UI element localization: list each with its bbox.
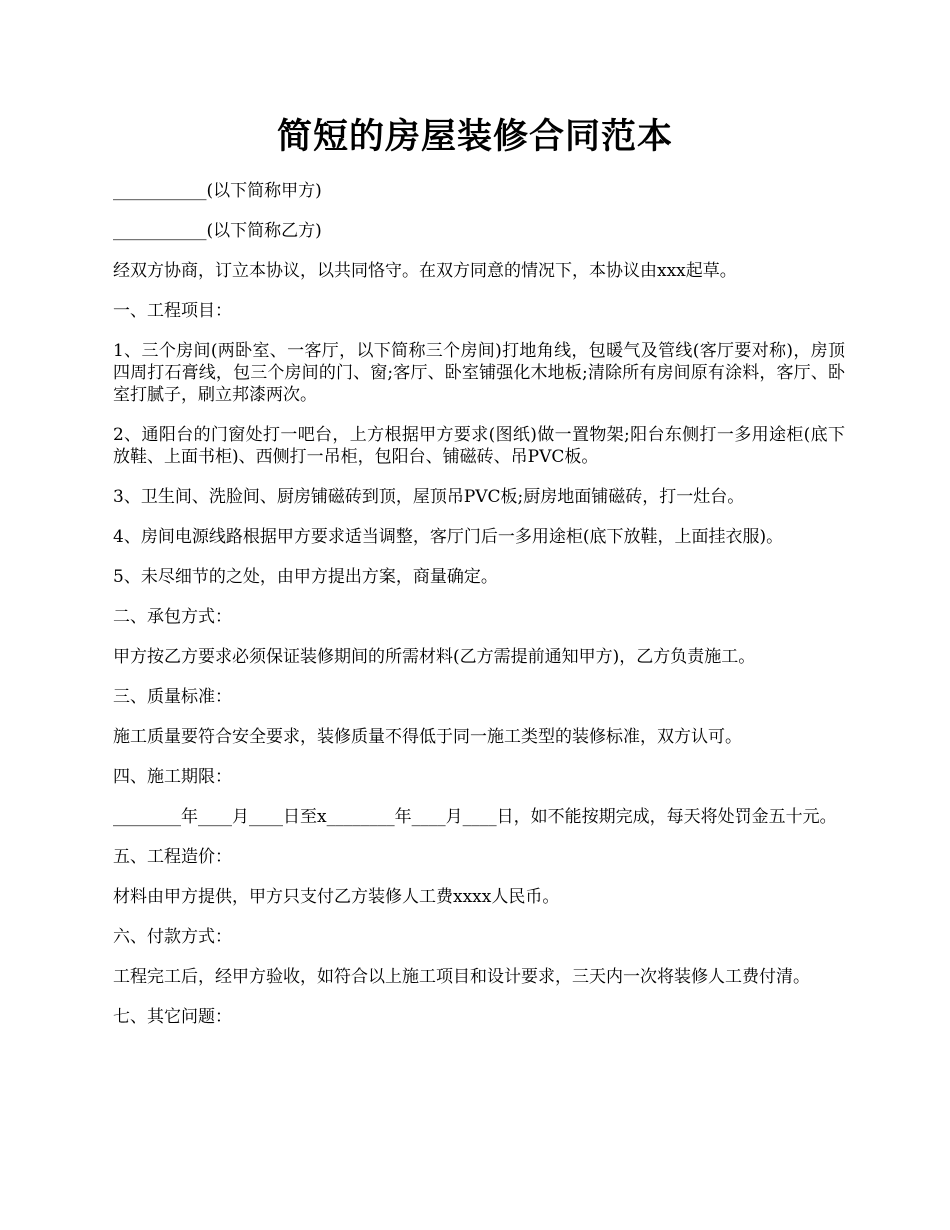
project-item-1: 1、三个房间(两卧室、一客厅，以下简称三个房间)打地角线，包暖气及管线(客厅要对称)，房顶四周打石膏线，包三个房间的门、窗;客厅、卧室铺强化木地板;清除所有房间原有涂料，客厅、卧室打腻子，刷立邦漆两次。 — [113, 341, 845, 405]
cost-paragraph: 材料由甲方提供，甲方只支付乙方装修人工费xxxx人民币。 — [113, 887, 560, 907]
section-heading-quality: 三、质量标准： — [113, 687, 232, 707]
preamble-paragraph: 经双方协商，订立本协议，以共同恪守。在双方同意的情况下，本协议由xxx起草。 — [113, 261, 737, 281]
project-item-4: 4、房间电源线路根据甲方要求适当调整，客厅门后一多用途柜(底下放鞋，上面挂衣服)。 — [113, 527, 784, 547]
section-heading-cost: 五、工程造价： — [113, 847, 232, 867]
document-body — [113, 180, 845, 1046]
contract-method-paragraph: 甲方按乙方要求必须保证装修期间的所需材料(乙方需提前通知甲方)，乙方负责施工。 — [113, 647, 756, 667]
section-heading-other: 七、其它问题： — [113, 1007, 232, 1027]
section-heading-project: 一、工程项目： — [113, 301, 232, 321]
party-b-line: ___________(以下简称乙方) — [113, 221, 322, 241]
project-item-2: 2、通阳台的门窗处打一吧台，上方根据甲方要求(图纸)做一置物架;阳台东侧打一多用途柜(底下放鞋、上面书柜)、西侧打一吊柜，包阳台、铺磁砖、吊PVC板。 — [113, 425, 845, 467]
project-item-3: 3、卫生间、洗脸间、厨房铺磁砖到顶，屋顶吊PVC板;厨房地面铺磁砖，打一灶台。 — [113, 487, 745, 507]
section-heading-payment: 六、付款方式： — [113, 927, 232, 947]
party-a-line: ___________(以下简称甲方) — [113, 181, 322, 201]
quality-paragraph: 施工质量要符合安全要求，装修质量不得低于同一施工类型的装修标准，双方认可。 — [113, 727, 742, 747]
payment-paragraph: 工程完工后，经甲方验收，如符合以上施工项目和设计要求，三天内一次将装修人工费付清。 — [113, 967, 810, 987]
document-title: 简短的房屋装修合同范本 — [276, 116, 673, 157]
section-heading-contract-method: 二、承包方式： — [113, 607, 232, 627]
period-paragraph: ________年____月____日至x________年____月____日，如不能按期完成，每天将处罚金五十元。 — [113, 807, 837, 827]
section-heading-period: 四、施工期限： — [113, 767, 232, 787]
project-item-5: 5、未尽细节的之处，由甲方提出方案，商量确定。 — [113, 567, 498, 587]
